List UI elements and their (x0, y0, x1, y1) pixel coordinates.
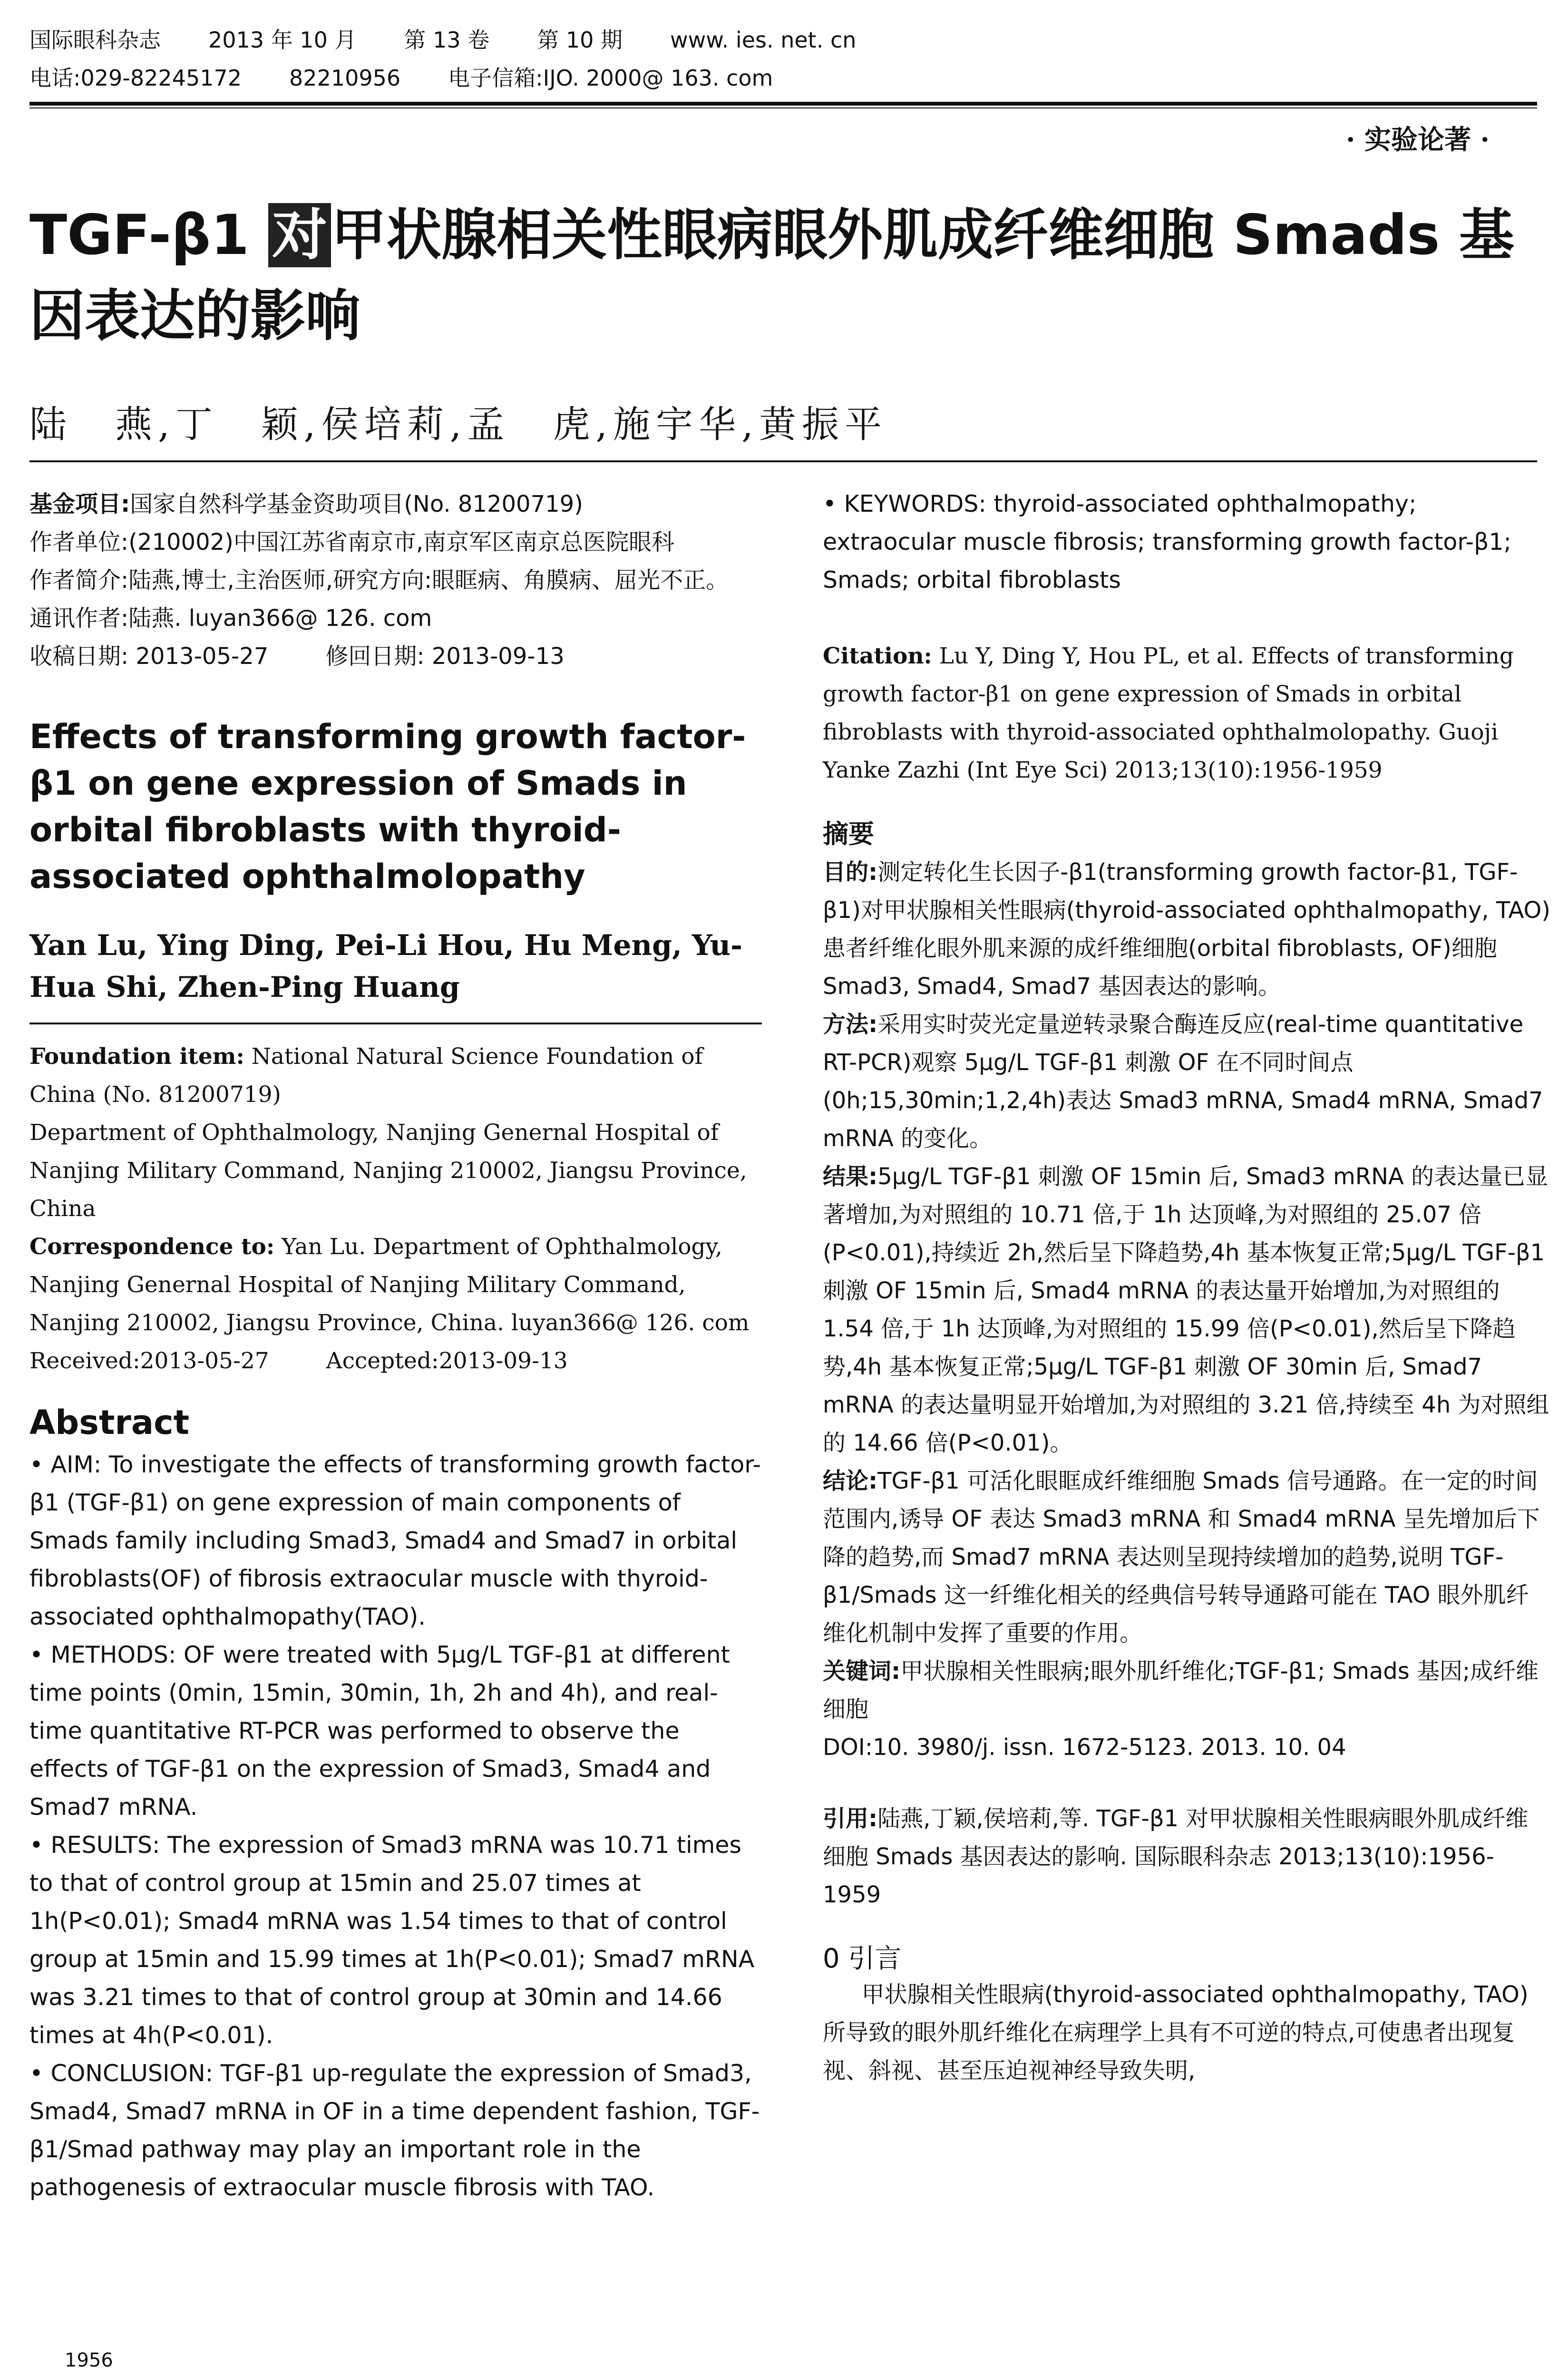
method-cn-label: 方法: (823, 1011, 878, 1038)
result-cn-label: 结果: (823, 1163, 878, 1190)
keywords-cn-text: 甲状腺相关性眼病;眼外肌纤维化;TGF-β1; Smads 基因;成纤维细胞 (823, 1658, 1539, 1723)
citation (823, 637, 1550, 789)
conclusion-cn-text: TGF-β1 可活化眼眶成纤维细胞 Smads 信号通路。在一定的时间范围内,诱导 OF 表达 Smad3 mRNA 和 Smad4 mRNA 呈先增加后下降的趋势,而 Smad7 mRNA 表达则呈现持续增加的趋势,说明 TGF-β1/Smads 这一纤维化相关的经典信号转导通路可能在 TAO 眼外肌纤维化机制中发挥了重要的作用。 (823, 1468, 1540, 1646)
header-line-2 (29, 59, 1537, 97)
page-number: 1956 (65, 2349, 113, 2371)
keywords (823, 485, 1550, 599)
revised-cn: 修回日期: 2013-09-13 (325, 643, 565, 670)
correspondence (29, 1228, 762, 1342)
conclusion-cn-label: 结论: (823, 1468, 878, 1494)
summary-method (823, 1005, 1550, 1158)
intro-heading: 0 引言 (823, 1943, 902, 1974)
affiliation (29, 523, 762, 561)
header-rule (29, 102, 1537, 106)
issue-date: 2013 年 10 月 (208, 27, 357, 53)
title-rest: 甲状腺相关性眼病眼外肌成纤维细胞 Smads 基因表达的影响 (29, 203, 1514, 348)
affiliation-text: (210002)中国江苏省南京市,南京军区南京总医院眼科 (128, 529, 675, 555)
author-list: 陆 燕,丁 颖,侯培莉,孟 虎,施宇华,黄振平 (29, 403, 887, 446)
funding-text: 国家自然科学基金资助项目(No. 81200719) (130, 491, 583, 517)
bio (29, 561, 762, 599)
left-column (29, 485, 762, 2207)
dates-cn (29, 637, 762, 675)
keywords-text: thyroid-associated ophthalmopathy; extraocular muscle fibrosis; transforming growth factor-β1; Smads; orbital fibroblasts (823, 490, 1512, 594)
abstract-aim (29, 1446, 762, 1636)
bio-text: 陆燕,博士,主治医师,研究方向:眼眶病、角膜病、屈光不正。 (128, 567, 729, 594)
abstract-conclusion (29, 2055, 762, 2207)
received-cn: 收稿日期: 2013-05-27 (29, 643, 269, 670)
foundation-label: Foundation item: (29, 1043, 244, 1070)
chinese-citation (823, 1800, 1550, 1914)
summary-keywords (823, 1652, 1550, 1728)
objective-label: 目的: (823, 859, 878, 886)
title-rule (29, 460, 1537, 462)
section-label: · 实验论著 · (1346, 124, 1490, 156)
volume: 第 13 卷 (404, 27, 490, 53)
results-text: The expression of Smad3 mRNA was 10.71 times to that of control group at 15min and 25.07 times at 1h(P<0.01); Smad4 mRNA was 1.54 times to that of control group at 15min and 15.99 times at 1h(P<0.01); Smad7 mRNA was 3.21 times to that of control group at 30min and 14.66 times at 4h(P<0.01). (29, 1831, 755, 2049)
quote-text: 陆燕,丁颖,侯培莉,等. TGF-β1 对甲状腺相关性眼病眼外肌成纤维细胞 Smads 基因表达的影响. 国际眼科杂志 2013;13(10):1956-1959 (823, 1805, 1529, 1908)
correspondence-label: Correspondence to: (29, 1234, 275, 1260)
summary-result (823, 1158, 1550, 1462)
correspondence-cn (29, 599, 762, 637)
department: Department of Ophthalmology, Nanjing Genernal Hospital of Nanjing Military Command, Nanjing 210002, Jiangsu Province, China (29, 1120, 747, 1222)
keywords-label: • KEYWORDS: (823, 490, 986, 517)
abstract-heading: Abstract (29, 1403, 190, 1442)
journal-name: 国际眼科杂志 (29, 27, 161, 53)
result-cn-text: 5μg/L TGF-β1 刺激 OF 15min 后, Smad3 mRNA 的表达量已显著增加,为对照组的 10.71 倍,于 1h 达顶峰,为对照组的 25.07 倍(P<0.01),持续近 2h,然后呈下降趋势,4h 基本恢复正常;5μg/L TGF-β1 刺激 OF 15min 后, Smad4 mRNA 的表达量开始增加,为对照组的 1.54 倍,于 1h 达顶峰,为对照组的 15.99 倍(P<0.01),然后呈下降趋势,4h 基本恢复正常;5μg/L TGF-β1 刺激 OF 30min 后, Smad7 mRNA 的表达量明显开始增加,为对照组的 3.21 倍,持续至 4h 为对照组的 14.66 倍(P<0.01)。 (823, 1163, 1549, 1456)
quote-label: 引用: (823, 1805, 878, 1832)
keywords-cn-label: 关键词: (823, 1658, 901, 1685)
correspondence-text: Yan Lu. Department of Ophthalmology, Nanjing Genernal Hospital of Nanjing Military Command, Nanjing 210002, Jiangsu Province, China. luyan366@ 126. com (29, 1234, 750, 1336)
funding-label: 基金项目: (29, 491, 130, 517)
received-accepted (29, 1342, 762, 1380)
abstract-methods (29, 1636, 762, 1826)
issue: 第 10 期 (537, 27, 623, 53)
abstract-results (29, 1826, 762, 2055)
english-title: Effects of transforming growth factor-β1 on gene expression of Smads in orbital fibroblasts with thyroid-associated ophthalmolopathy (29, 717, 746, 896)
objective-text: 测定转化生长因子-β1(transforming growth factor-β1, TGF-β1)对甲状腺相关性眼病(thyroid-associated ophthalmopathy, TAO)患者纤维化眼外肌来源的成纤维细胞(orbital fibroblasts, OF)细胞 Smad3, Smad4, Smad7 基因表达的影响。 (823, 859, 1550, 1000)
methods-text: OF were treated with 5μg/L TGF-β1 at different time points (0min, 15min, 30min, 1h, 2h and 4h), and real-time quantitative RT-PCR was performed to observe the effects of TGF-β1 on the expression of Smad3, Smad4 and Smad7 mRNA. (29, 1641, 730, 1821)
funding (29, 485, 762, 523)
methods-label: • METHODS: (29, 1641, 176, 1668)
results-label: • RESULTS: (29, 1831, 160, 1859)
foundation-item (29, 1038, 762, 1114)
right-column (823, 485, 1550, 2090)
citation-text: Lu Y, Ding Y, Hou PL, et al. Effects of transforming growth factor-β1 on gene expression of Smads in orbital fibroblasts with thyroid-associated ophthalmolopathy. Guoji Yanke Zazhi (Int Eye Sci) 2013;13(10):1956-1959 (823, 643, 1514, 783)
header-line-1 (29, 21, 1537, 59)
bio-label: 作者简介: (29, 567, 129, 594)
aim-label: • AIM: (29, 1451, 102, 1478)
affiliation-label: 作者单位: (29, 529, 129, 555)
aim-text: To investigate the effects of transforming growth factor-β1 (TGF-β1) on gene expression of main components of Smads family including Smad3, Smad4 and Smad7 in orbital fibroblasts(OF) of fibrosis extraocular muscle with thyroid-associated ophthalmopathy(TAO). (29, 1451, 761, 1630)
citation-label: Citation: (823, 643, 932, 669)
phone-extension: 82210956 (289, 65, 401, 91)
section-rule (29, 1023, 762, 1024)
doi[interactable]: DOI:10. 3980/j. issn. 1672-5123. 2013. 10. 04 (823, 1734, 1346, 1761)
correspondence-cn-text: 陆燕. luyan366@ 126. com (128, 605, 432, 632)
journal-header (29, 21, 1537, 97)
conclusion-label: • CONCLUSION: (29, 2060, 214, 2087)
header-rule-thin (29, 107, 1537, 108)
summary-conclusion (823, 1462, 1550, 1652)
foundation-text: National Natural Science Foundation of China (No. 81200719) (29, 1043, 703, 1108)
method-cn-text: 采用实时荧光定量逆转录聚合酶连反应(real-time quantitative RT-PCR)观察 5μg/L TGF-β1 刺激 OF 在不同时间点(0h;15,30min;1,2,4h)表达 Smad3 mRNA, Smad4 mRNA, Smad7 mRNA 的变化。 (823, 1011, 1543, 1152)
phone: 电话:029-82245172 (29, 65, 242, 91)
received-en: Received:2013-05-27 (29, 1348, 269, 1374)
conclusion-text: TGF-β1 up-regulate the expression of Smad3, Smad4, Smad7 mRNA in OF in a time dependent fashion, TGF-β1/Smad pathway may play an important role in the pathogenesis of extraocular muscle fibrosis with TAO. (29, 2060, 760, 2201)
english-authors: Yan Lu, Ying Ding, Pei-Li Hou, Hu Meng, Yu-Hua Shi, Zhen-Ping Huang (29, 929, 743, 1004)
article-title (29, 195, 1532, 357)
email[interactable]: 电子信箱:IJO. 2000@ 163. com (448, 65, 773, 91)
summary-heading: 摘要 (823, 819, 874, 849)
intro-paragraph: 甲状腺相关性眼病(thyroid-associated ophthalmopathy, TAO)所导致的眼外肌纤维化在病理学上具有不可逆的特点,可使患者出现复视、斜视、甚至压迫视神经导致失明, (823, 1981, 1529, 2084)
correspondence-cn-label: 通讯作者: (29, 605, 129, 632)
journal-website[interactable]: www. ies. net. cn (670, 27, 857, 53)
accepted-en: Accepted:2013-09-13 (326, 1348, 568, 1374)
title-prefix: TGF-β1 (29, 203, 269, 267)
summary-objective (823, 853, 1550, 1005)
title-highlight: 对 (268, 203, 331, 267)
